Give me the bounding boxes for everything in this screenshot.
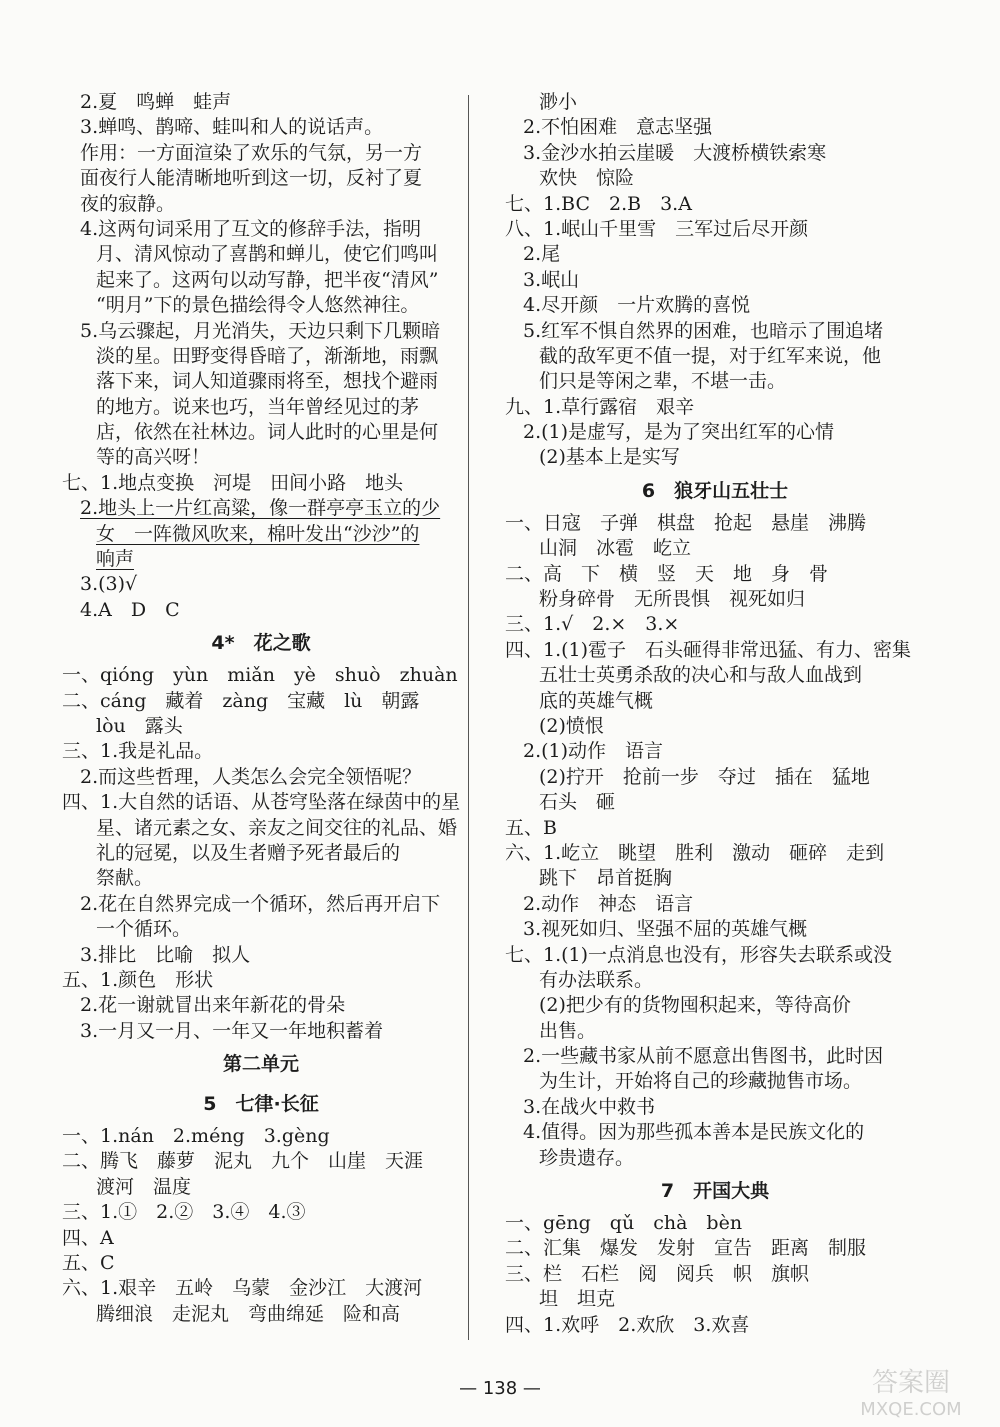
answer-line: 4.A D C — [80, 598, 180, 621]
answer-line: 3.视死如归、坚强不屈的英雄气概 — [523, 918, 808, 941]
section-heading: 第二单元 — [222, 1053, 299, 1076]
answer-line: (2)愤恨 — [539, 714, 604, 737]
answer-line: 2.不怕困难 意志坚强 — [523, 116, 713, 139]
answer-line: 石头 砸 — [539, 791, 616, 814]
answer-line: 响声 — [96, 548, 135, 571]
answer-line: 3.(3)√ — [80, 573, 138, 596]
answer-line: 月、清风惊动了喜鹊和蝉儿，使它们鸣叫 — [96, 243, 439, 266]
answer-line: 欢快 惊险 — [539, 167, 635, 190]
answer-line: 四、1.大自然的话语、从苍穹坠落在绿茵中的星 — [62, 791, 461, 814]
answer-line: 一个循环。 — [96, 918, 192, 941]
answer-line: 九、1.草行露宿 艰辛 — [505, 395, 695, 418]
answer-line: (2)拧开 抢前一步 夺过 插在 猛地 — [539, 765, 870, 788]
section-heading: 5 七律·长征 — [203, 1093, 319, 1116]
answer-line: 五、C — [62, 1252, 115, 1275]
answer-line: 六、1.屹立 眺望 胜利 激动 砸碎 走到 — [505, 841, 885, 864]
answer-line: 起来了。这两句以动写静，把半夜“清风” — [96, 268, 439, 291]
answer-line: 夜的寂静。 — [80, 192, 176, 215]
answer-line: 2.地头上一片红高粱，像一群亭亭玉立的少 — [80, 497, 441, 520]
answer-line: 祭献。 — [96, 867, 154, 890]
answer-line: 二、腾飞 藤萝 泥丸 九个 山崖 天涯 — [62, 1150, 424, 1173]
answer-line: 女 一阵微风吹来，棉叶发出“沙沙”的 — [96, 522, 420, 545]
answer-line: 坦 坦克 — [539, 1288, 616, 1311]
answer-line: “明月”下的景色描绘得令人悠然神往。 — [96, 294, 420, 317]
answer-line: 五、1.颜色 形状 — [62, 968, 214, 991]
page-number: — 138 — — [459, 1378, 541, 1399]
answer-line: 2.动作 神态 语言 — [523, 892, 694, 915]
answer-line: 珍贵遗存。 — [539, 1146, 635, 1169]
answer-line: 5.红军不惧自然界的困难，也暗示了围追堵 — [523, 319, 884, 342]
watermark-url: MXQE.COM — [860, 1399, 962, 1420]
answer-line: 们只是等闲之辈，不堪一击。 — [539, 370, 787, 393]
answer-line: 的地方。说来也巧，当年曾经见过的茅 — [96, 395, 420, 418]
section-heading: 7 开国大典 — [660, 1180, 770, 1203]
right-column — [505, 90, 925, 1338]
answer-line: 四、1.欢呼 2.欢欣 3.欢喜 — [505, 1313, 750, 1336]
answer-line: 五、B — [505, 816, 557, 839]
answer-line: 三、1.① 2.② 3.④ 4.③ — [62, 1201, 306, 1224]
answer-line: 出售。 — [539, 1019, 597, 1042]
watermark-title: 答案圈 — [871, 1368, 951, 1398]
answer-line: 跳下 昂首挺胸 — [539, 867, 673, 890]
answer-line: 4.尽开颜 一片欢腾的喜悦 — [523, 294, 751, 317]
answer-line: 山洞 冰雹 屹立 — [539, 537, 692, 560]
answer-line: 星、诸元素之女、亲友之间交往的礼品、婚 — [96, 816, 458, 839]
answer-line: 六、1.艰辛 五岭 乌蒙 金沙江 大渡河 — [62, 1277, 423, 1300]
left-column — [62, 90, 460, 1327]
answer-line: 七、1.(1)一点消息也没有，形容失去联系或没 — [505, 943, 893, 966]
answer-line: 有办法联系。 — [539, 968, 654, 991]
answer-line: 淡的星。田野变得昏暗了，渐渐地，雨飘 — [96, 344, 439, 367]
answer-line: 八、1.岷山千里雪 三军过后尽开颜 — [505, 217, 809, 240]
answer-line: 4.这两句词采用了互文的修辞手法，指明 — [80, 217, 422, 240]
answer-line: 为生计，开始将自己的珍藏抛售市场。 — [539, 1070, 863, 1093]
answer-line: 一、gēng qǔ chà bèn — [505, 1212, 743, 1235]
answer-line: 三、栏 石栏 阅 阅兵 帜 旗帜 — [505, 1262, 810, 1285]
answer-line: 七、1.地点变换 河堤 田间小路 地头 — [62, 471, 404, 494]
answer-line: 4.值得。因为那些孤本善本是民族文化的 — [523, 1121, 865, 1144]
answer-line: 作用：一方面渲染了欢乐的气氛，另一方 — [80, 141, 423, 164]
answer-line: 二、汇集 爆发 发射 宣告 距离 制服 — [505, 1237, 867, 1260]
watermark-logo — [836, 1361, 986, 1421]
answer-line: 三、1.我是礼品。 — [62, 740, 214, 763]
answer-line: 二、高 下 横 竖 天 地 身 骨 — [505, 562, 829, 585]
answer-line: 3.在战火中救书 — [523, 1095, 656, 1118]
column-divider — [468, 95, 469, 1340]
answer-line: 渺小 — [539, 91, 578, 113]
answer-line: 一、1.nán 2.méng 3.gèng — [62, 1125, 330, 1148]
answer-line: (2)基本上是实写 — [539, 446, 680, 469]
section-heading: 4* 花之歌 — [211, 632, 311, 655]
answer-line: 粉身碎骨 无所畏惧 视死如归 — [539, 588, 806, 611]
answer-line: 四、1.(1)雹子 石头砸得非常迅猛、有力、密集 — [505, 638, 912, 661]
answer-line: lòu 露头 — [96, 714, 183, 737]
answer-line: 腾细浪 走泥丸 弯曲绵延 险和高 — [96, 1302, 401, 1325]
answer-line: 礼的冠冕，以及生者赠予死者最后的 — [96, 841, 401, 864]
answer-line: 2.夏 鸣蝉 蛙声 — [80, 91, 232, 113]
answer-line: 四、A — [62, 1226, 114, 1249]
answer-line: (2)把少有的货物囤积起来，等待高价 — [539, 994, 851, 1017]
answer-line: 二、cáng 藏着 zàng 宝藏 lù 朝露 — [62, 689, 420, 712]
answer-line: 2.尾 — [523, 243, 561, 266]
answer-line: 2.花在自然界完成一个循环，然后再开启下 — [80, 892, 441, 915]
answer-line: 2.(1)是虚写，是为了突出红军的心情 — [523, 421, 835, 444]
answer-line: 3.岷山 — [523, 268, 580, 291]
answer-line: 2.一些藏书家从前不愿意出售图书，此时因 — [523, 1045, 884, 1068]
answer-line: 店，依然在社林边。词人此时的心里是何 — [96, 421, 439, 444]
answer-line: 底的英雄气概 — [539, 689, 654, 712]
answer-line: 2.花一谢就冒出来年新花的骨朵 — [80, 994, 346, 1017]
answer-line: 五壮士英勇杀敌的决心和与敌人血战到 — [539, 664, 863, 687]
answer-line: 落下来，词人知道骤雨将至，想找个避雨 — [96, 370, 439, 393]
answer-line: 2.(1)动作 语言 — [523, 740, 664, 763]
answer-line: 一、qióng yùn miǎn yè shuò zhuàn — [62, 664, 458, 687]
answer-line: 3.金沙水拍云崖暖 大渡桥横铁索寒 — [523, 141, 827, 164]
answer-line: 面夜行人能清晰地听到这一切，反衬了夏 — [80, 167, 423, 190]
answer-line: 2.而这些哲理，人类怎么会完全领悟呢？ — [80, 765, 422, 788]
answer-line: 三、1.√ 2.× 3.× — [505, 613, 680, 636]
answer-line: 等的高兴呀！ — [96, 446, 211, 469]
answer-line: 3.蝉鸣、鹊啼、蛙叫和人的说话声。 — [80, 116, 384, 139]
answer-line: 截的敌军更不值一提，对于红军来说，他 — [539, 344, 882, 367]
answer-line: 七、1.BC 2.B 3.A — [505, 192, 692, 215]
section-heading: 6 狼牙山五壮士 — [641, 479, 789, 502]
answer-line: 5.乌云骤起，月光消失，天边只剩下几颗暗 — [80, 319, 441, 342]
answer-line: 3.一月又一月、一年又一年地积蓄着 — [80, 1019, 384, 1042]
answer-line: 3.排比 比喻 拟人 — [80, 943, 251, 966]
answer-line: 渡河 温度 — [96, 1175, 192, 1198]
answer-line: 一、日寇 子弹 棋盘 抢起 悬崖 沸腾 — [505, 511, 867, 534]
